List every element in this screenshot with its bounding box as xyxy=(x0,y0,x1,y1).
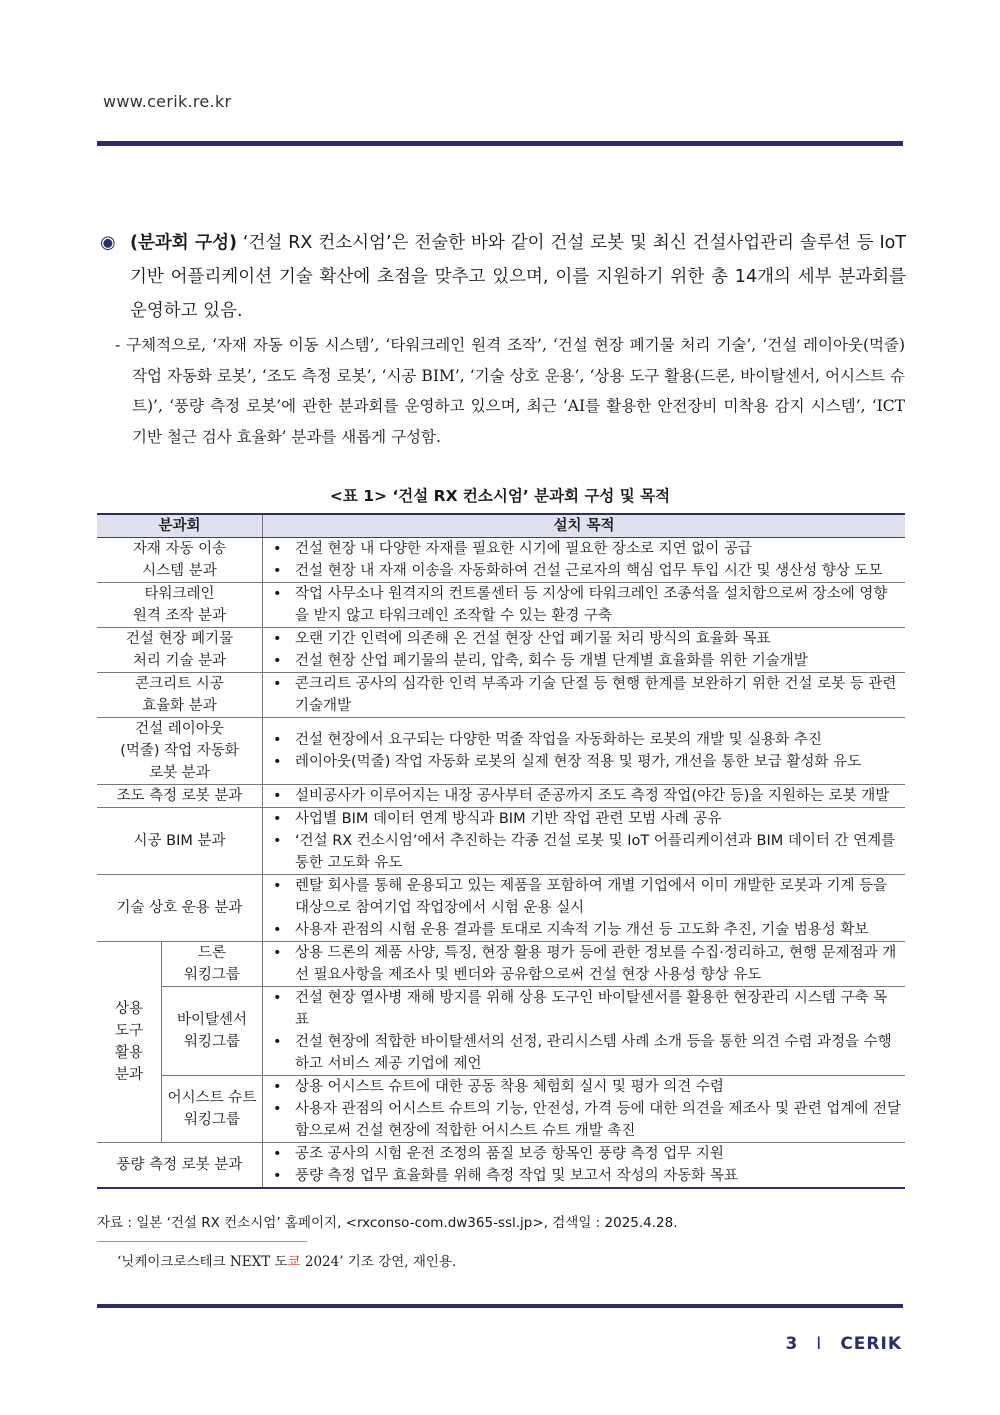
purpose-cell xyxy=(263,538,906,583)
table-row xyxy=(97,785,905,808)
table-row xyxy=(97,942,905,987)
table-title: <표 1> ‘건설 RX 컨소시엄’ 분과회 구성 및 목적 xyxy=(329,487,671,505)
footnote-post: 2024’ 기조 강연, 재인용. xyxy=(300,1254,457,1270)
purpose-list xyxy=(267,628,901,672)
lead-bold: (분과회 구성) xyxy=(130,233,237,253)
purpose-item: • 오랜 기간 인력에 의존해 온 건설 현장 산업 폐기물 처리 방식의 효율화 목표 xyxy=(267,628,901,650)
table-row xyxy=(97,718,905,785)
purpose-item: • 렌탈 회사를 통해 운용되고 있는 제품을 포함하여 개별 기업에서 이미 개발한 로봇과 기계 등을 대상으로 참여기업 작업장에서 시험 운용 실시 xyxy=(267,875,901,919)
footnote-rule xyxy=(97,1241,307,1242)
purpose-item: • 사업별 BIM 데이터 연계 방식과 BIM 기반 작업 관련 모범 사례 공유 xyxy=(267,808,901,830)
purpose-item: • 콘크리트 공사의 심각한 인력 부족과 기술 단절 등 현행 한계를 보완하기 위한 건설 로봇 등 관련 기술개발 xyxy=(267,673,901,717)
purpose-item: • 상용 드론의 제품 사양, 특징, 현장 활용 평가 등에 관한 정보를 수집·정리하고, 현행 문제점과 개선 필요사항을 제조사 및 벤더와 공유함으로써 건설 현장 사용성 향상 유도 xyxy=(267,942,901,986)
purpose-list xyxy=(267,808,901,874)
footnote-red: 쿄 xyxy=(287,1254,301,1270)
purpose-cell xyxy=(263,583,906,628)
subcommittee-name: 자재 자동 이송 시스템 분과 xyxy=(97,538,263,583)
bullet-icon: ◉ xyxy=(100,232,116,253)
purpose-cell xyxy=(263,718,906,785)
purpose-list xyxy=(267,1143,901,1187)
lead-text: ‘건설 RX 컨소시엄’은 전술한 바와 같이 건설 로봇 및 최신 건설사업관리 솔루션 등 IoT 기반 어플리케이션 기술 확산에 초점을 맞추고 있으며, 이를 지원하기 위한 총 14개의 세부 분과회를 운영하고 있음. xyxy=(130,233,906,321)
page-footer xyxy=(785,1334,902,1354)
table-row xyxy=(97,1143,905,1189)
page-number: 3 xyxy=(785,1334,799,1354)
detail-text: - 구체적으로, ‘자재 자동 이동 시스템’, ‘타워크레인 원격 조작’, ‘건설 현장 폐기물 처리 기술’, ‘건설 레이아웃(먹줄) 작업 자동화 로봇’, ‘조도 측정 로봇’, ‘시공 BIM’, ‘기술 상호 운용’, ‘상용 도구 활용(드론, 바이탈센서, 어시스트 슈트)’, ‘풍량 측정 로봇’에 관한 분과회를 운영하고 있으며, 최근 ‘AI를 활용한 안전장비 미착용 감지 시스템’, ‘ICT 기반 철근 검사 효율화’ 분과를 새롭게 구성함. xyxy=(115,336,905,446)
table-row xyxy=(97,875,905,942)
purpose-list xyxy=(267,987,901,1075)
purpose-item: • 레이아웃(먹줄) 작업 자동화 로봇의 실제 현장 적용 및 평가, 개선을 통한 보급 활성화 유도 xyxy=(267,751,901,773)
purpose-item: • 작업 사무소나 원격지의 컨트롤센터 등 지상에 타워크레인 조종석을 설치함으로써 장소에 영향을 받지 않고 타워크레인 조작할 수 있는 환경 구축 xyxy=(267,583,901,627)
header-cell-purpose: 설치 목적 xyxy=(263,514,906,538)
purpose-list xyxy=(267,875,901,941)
working-group-name: 어시스트 슈트 워킹그룹 xyxy=(162,1076,263,1143)
purpose-cell xyxy=(263,1076,906,1143)
subcommittee-table xyxy=(97,513,905,1189)
purpose-list xyxy=(267,583,901,627)
footer-rule xyxy=(97,1304,903,1308)
table-row xyxy=(97,538,905,583)
site-url[interactable]: www.cerik.re.kr xyxy=(103,92,232,111)
purpose-item: • 상용 어시스트 슈트에 대한 공동 착용 체험회 실시 및 평가 의견 수렴 xyxy=(267,1076,901,1098)
purpose-list xyxy=(267,538,901,582)
purpose-item: • 건설 현장 산업 폐기물의 분리, 압축, 회수 등 개별 단계별 효율화를 위한 기술개발 xyxy=(267,650,901,672)
table-row xyxy=(97,673,905,718)
purpose-cell xyxy=(263,942,906,987)
table-row xyxy=(97,583,905,628)
purpose-item: • 설비공사가 이루어지는 내장 공사부터 준공까지 조도 측정 작업(야간 등)을 지원하는 로봇 개발 xyxy=(267,785,901,807)
subcommittee-name: 시공 BIM 분과 xyxy=(97,808,263,875)
purpose-cell xyxy=(263,875,906,942)
purpose-item: • 건설 현장 열사병 재해 방지를 위해 상용 도구인 바이탈센서를 활용한 현장관리 시스템 구축 목표 xyxy=(267,987,901,1031)
purpose-cell xyxy=(263,673,906,718)
subcommittee-name: 건설 레이아웃 (먹줄) 작업 자동화 로봇 분과 xyxy=(97,718,263,785)
purpose-list xyxy=(267,673,901,717)
header-cell-subcommittee: 분과회 xyxy=(97,514,263,538)
table-source: 자료 : 일본 ‘건설 RX 컨소시엄’ 홈페이지, <rxconso-com.dw365-ssl.jp>, 검색일 : 2025.4.28. xyxy=(97,1215,678,1231)
footnote xyxy=(117,1250,456,1270)
purpose-list xyxy=(267,729,901,773)
purpose-item: • 건설 현장 내 다양한 자재를 필요한 시기에 필요한 장소로 지연 없이 공급 xyxy=(267,538,901,560)
subcommittee-name: 풍량 측정 로봇 분과 xyxy=(97,1143,263,1189)
purpose-item: • 건설 현장 내 자재 이송을 자동화하여 건설 근로자의 핵심 업무 투입 시간 및 생산성 향상 도모 xyxy=(267,560,901,582)
subcommittee-name: 건설 현장 폐기물 처리 기술 분과 xyxy=(97,628,263,673)
purpose-cell xyxy=(263,1143,906,1189)
section-paragraph xyxy=(100,226,906,328)
table-row xyxy=(97,628,905,673)
subcommittee-name: 조도 측정 로봇 분과 xyxy=(97,785,263,808)
footnote-pre: ‘닛케이크로스테크 NEXT 도 xyxy=(117,1254,288,1270)
subcommittee-name: 콘크리트 시공 효율화 분과 xyxy=(97,673,263,718)
purpose-cell xyxy=(263,987,906,1076)
purpose-cell xyxy=(263,808,906,875)
purpose-item: • 사용자 관점의 시험 운용 결과를 토대로 지속적 기능 개선 등 고도화 추진, 기술 범용성 확보 xyxy=(267,919,901,941)
detail-paragraph xyxy=(115,330,905,452)
purpose-item: • 사용자 관점의 어시스트 슈트의 기능, 안전성, 가격 등에 대한 의견을 제조사 및 관련 업계에 전달함으로써 건설 현장에 적합한 어시스트 슈트 개발 촉진 xyxy=(267,1098,901,1142)
header-rule xyxy=(97,141,903,146)
table-row xyxy=(97,1076,905,1143)
group-name: 상용 도구 활용 분과 xyxy=(97,942,162,1143)
purpose-item: • 풍량 측정 업무 효율화를 위해 측정 작업 및 보고서 작성의 자동화 목표 xyxy=(267,1165,901,1187)
purpose-item: • 공조 공사의 시험 운전 조정의 품질 보증 항목인 풍량 측정 업무 지원 xyxy=(267,1143,901,1165)
purpose-item: • ‘건설 RX 컨소시엄’에서 추진하는 각종 건설 로봇 및 IoT 어플리케이션과 BIM 데이터 간 연계를 통한 고도화 유도 xyxy=(267,830,901,874)
purpose-cell xyxy=(263,785,906,808)
purpose-cell xyxy=(263,628,906,673)
purpose-list xyxy=(267,785,901,807)
purpose-list xyxy=(267,942,901,986)
subcommittee-name: 타워크레인 원격 조작 분과 xyxy=(97,583,263,628)
table-row xyxy=(97,808,905,875)
subcommittee-name: 기술 상호 운용 분과 xyxy=(97,875,263,942)
purpose-item: • 건설 현장에서 요구되는 다양한 먹줄 작업을 자동화하는 로봇의 개발 및 실용화 추진 xyxy=(267,729,901,751)
working-group-name: 드론 워킹그룹 xyxy=(162,942,263,987)
footer-separator: I xyxy=(816,1334,823,1354)
purpose-item: • 건설 현장에 적합한 바이탈센서의 선정, 관리시스템 사례 소개 등을 통한 의견 수렴 과정을 수행하고 서비스 제공 기업에 제언 xyxy=(267,1031,901,1075)
footer-brand: CERIK xyxy=(840,1334,902,1354)
table-row xyxy=(97,987,905,1076)
working-group-name: 바이탈센서 워킹그룹 xyxy=(162,987,263,1076)
purpose-list xyxy=(267,1076,901,1142)
